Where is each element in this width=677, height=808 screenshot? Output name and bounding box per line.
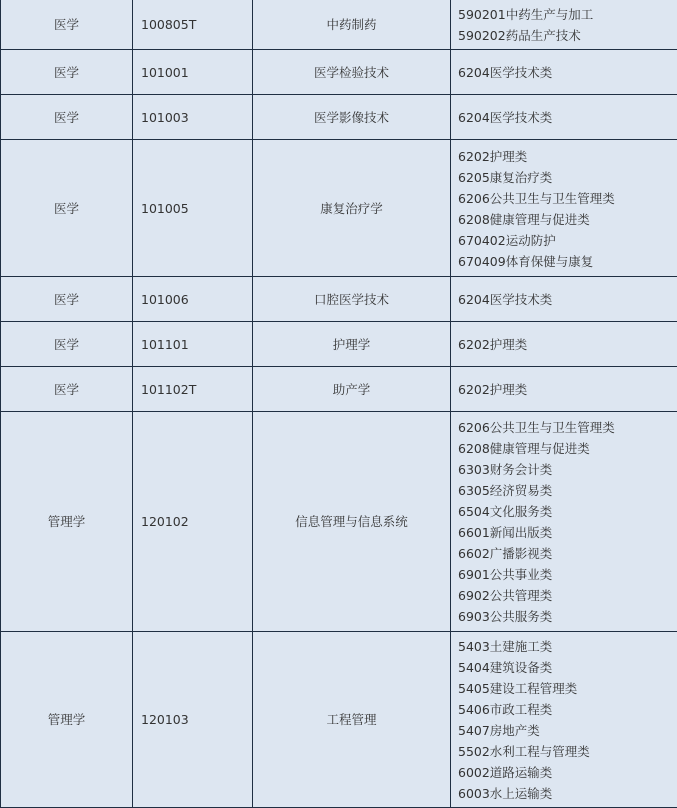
related-majors-cell	[451, 95, 677, 140]
major-name-cell: 助产学	[253, 367, 451, 412]
related-major-item: 6303财务会计类	[458, 459, 677, 480]
table-row	[1, 412, 677, 632]
related-majors-cell	[451, 412, 677, 632]
table-row	[1, 632, 677, 808]
related-major-item: 6204医学技术类	[458, 289, 677, 310]
table-row	[1, 95, 677, 140]
discipline-category-cell: 医学	[1, 367, 133, 412]
related-major-item: 6204医学技术类	[458, 62, 677, 83]
table-row	[1, 50, 677, 95]
related-major-item: 6206公共卫生与卫生管理类	[458, 417, 677, 438]
discipline-category-cell: 医学	[1, 50, 133, 95]
major-code-cell: 101101	[133, 322, 253, 367]
discipline-category-cell: 医学	[1, 277, 133, 322]
related-major-item: 6003水上运输类	[458, 783, 677, 804]
related-major-item: 6902公共管理类	[458, 585, 677, 606]
table-row	[1, 277, 677, 322]
major-name-cell: 康复治疗学	[253, 140, 451, 277]
related-majors-cell	[451, 322, 677, 367]
table-body	[1, 0, 677, 808]
major-name-cell: 医学检验技术	[253, 50, 451, 95]
related-major-item: 6202护理类	[458, 146, 677, 167]
related-major-item: 5407房地产类	[458, 720, 677, 741]
major-name-cell: 信息管理与信息系统	[253, 412, 451, 632]
related-majors-cell	[451, 50, 677, 95]
related-major-item: 5404建筑设备类	[458, 657, 677, 678]
related-major-item: 590201中药生产与加工	[458, 4, 677, 25]
major-name-cell: 医学影像技术	[253, 95, 451, 140]
table-row	[1, 0, 677, 50]
related-majors-cell	[451, 277, 677, 322]
table-row	[1, 140, 677, 277]
related-major-item: 6205康复治疗类	[458, 167, 677, 188]
discipline-category-cell: 管理学	[1, 632, 133, 808]
related-major-item: 6202护理类	[458, 334, 677, 355]
discipline-category-cell: 医学	[1, 322, 133, 367]
related-major-item: 6204医学技术类	[458, 107, 677, 128]
table-row	[1, 367, 677, 412]
related-major-item: 590202药品生产技术	[458, 25, 677, 46]
related-major-item: 6206公共卫生与卫生管理类	[458, 188, 677, 209]
major-name-cell: 口腔医学技术	[253, 277, 451, 322]
related-major-item: 6202护理类	[458, 379, 677, 400]
major-name-cell: 工程管理	[253, 632, 451, 808]
major-code-cell: 101001	[133, 50, 253, 95]
related-major-item: 670409体育保健与康复	[458, 251, 677, 272]
related-majors-cell	[451, 632, 677, 808]
related-major-item: 6504文化服务类	[458, 501, 677, 522]
related-major-item: 5403土建施工类	[458, 636, 677, 657]
discipline-category-cell: 医学	[1, 0, 133, 50]
related-major-item: 6602广播影视类	[458, 543, 677, 564]
major-code-cell: 101005	[133, 140, 253, 277]
related-majors-cell	[451, 367, 677, 412]
related-major-item: 6305经济贸易类	[458, 480, 677, 501]
related-majors-cell	[451, 0, 677, 50]
related-majors-cell	[451, 140, 677, 277]
discipline-category-cell: 医学	[1, 95, 133, 140]
related-major-item: 6601新闻出版类	[458, 522, 677, 543]
related-major-item: 6903公共服务类	[458, 606, 677, 627]
major-code-cell: 120103	[133, 632, 253, 808]
related-major-item: 5405建设工程管理类	[458, 678, 677, 699]
discipline-category-cell: 管理学	[1, 412, 133, 632]
major-code-cell: 101102T	[133, 367, 253, 412]
related-major-item: 6002道路运输类	[458, 762, 677, 783]
major-name-cell: 护理学	[253, 322, 451, 367]
table-row	[1, 322, 677, 367]
related-major-item: 6208健康管理与促进类	[458, 438, 677, 459]
major-name-cell: 中药制药	[253, 0, 451, 50]
major-code-cell: 101006	[133, 277, 253, 322]
related-major-item: 6901公共事业类	[458, 564, 677, 585]
related-major-item: 670402运动防护	[458, 230, 677, 251]
major-code-cell: 100805T	[133, 0, 253, 50]
major-code-cell: 120102	[133, 412, 253, 632]
related-major-item: 6208健康管理与促进类	[458, 209, 677, 230]
discipline-category-cell: 医学	[1, 140, 133, 277]
related-major-item: 5502水利工程与管理类	[458, 741, 677, 762]
related-major-item: 5406市政工程类	[458, 699, 677, 720]
major-code-cell: 101003	[133, 95, 253, 140]
